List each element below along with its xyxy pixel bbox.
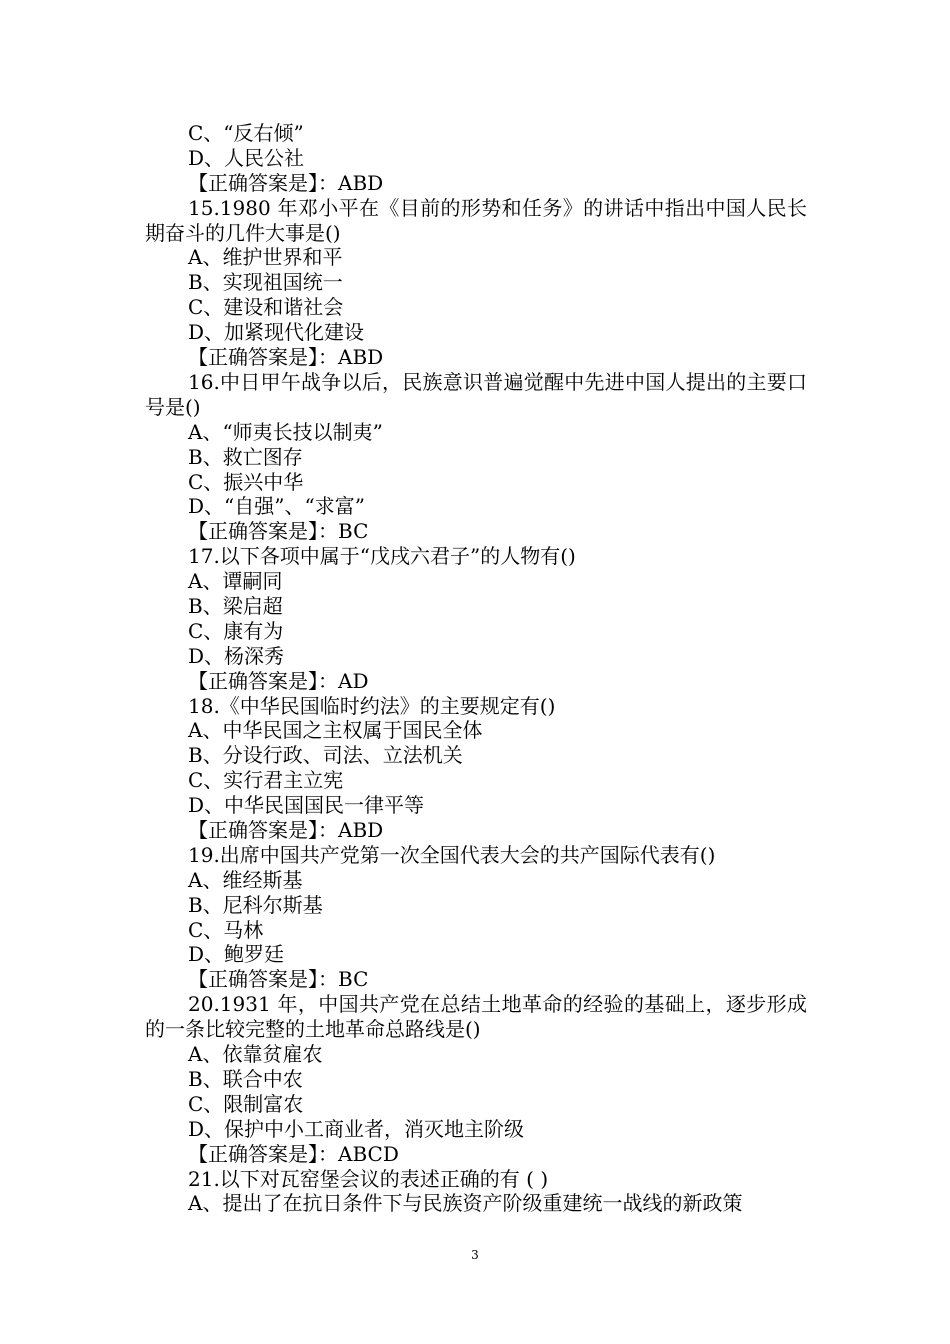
document-body <box>145 121 807 1216</box>
question-text: 17.以下各项中属于“戊戌六君子”的人物有() <box>188 544 576 569</box>
answer-option: C、“反右倾” <box>188 121 304 145</box>
answer-option: D、保护中小工商业者，消灭地主阶级 <box>188 1116 525 1141</box>
answer-option: D、“自强”、“求富” <box>188 494 365 519</box>
answer-option: B、尼科尔斯基 <box>188 892 323 917</box>
answer-option: B、实现祖国统一 <box>188 270 343 295</box>
answer-option: C、马林 <box>188 917 264 942</box>
page-number: 3 <box>471 1248 479 1262</box>
correct-answer: 【正确答案是】：ABCD <box>188 1141 399 1166</box>
correct-answer: 【正确答案是】：AD <box>188 668 369 693</box>
question-text: 15.1980 年邓小平在《目前的形势和任务》的讲话中指出中国人民长期奋斗的几件大事是() <box>145 195 807 245</box>
answer-option: D、杨深秀 <box>188 643 285 668</box>
answer-option: D、中华民国国民一律平等 <box>188 793 425 818</box>
answer-option: D、人民公社 <box>188 145 305 170</box>
answer-option: B、救亡图存 <box>188 444 303 469</box>
correct-answer: 【正确答案是】：ABD <box>188 345 384 370</box>
question-text: 18.《中华民国临时约法》的主要规定有() <box>188 693 556 718</box>
answer-option: A、提出了在抗日条件下与民族资产阶级重建统一战线的新政策 <box>188 1191 743 1216</box>
question-text: 16.中日甲午战争以后，民族意识普遍觉醒中先进中国人提出的主要口号是() <box>145 369 807 419</box>
answer-option: B、梁启超 <box>188 593 283 618</box>
answer-option: C、振兴中华 <box>188 469 304 494</box>
correct-answer: 【正确答案是】：ABD <box>188 818 384 842</box>
correct-answer: 【正确答案是】：ABD <box>188 170 384 195</box>
answer-option: B、分设行政、司法、立法机关 <box>188 743 463 768</box>
answer-option: A、“师夷长技以制夷” <box>188 419 383 444</box>
question-text: 19.出席中国共产党第一次全国代表大会的共产国际代表有() <box>188 842 716 867</box>
answer-option: A、中华民国之主权属于国民全体 <box>188 718 483 743</box>
question-text: 20.1931 年，中国共产党在总结土地革命的经验的基础上，逐步形成的一条比较完整的土地革命总路线是() <box>145 992 807 1042</box>
answer-option: D、加紧现代化建设 <box>188 320 365 345</box>
answer-option: B、联合中农 <box>188 1066 303 1091</box>
question-text: 21.以下对瓦窑堡会议的表述正确的有 ( ) <box>188 1166 549 1191</box>
answer-option: A、依靠贫雇农 <box>188 1042 323 1067</box>
answer-option: C、限制富农 <box>188 1091 304 1116</box>
answer-option: D、鲍罗廷 <box>188 942 285 967</box>
answer-option: A、维护世界和平 <box>188 245 343 270</box>
correct-answer: 【正确答案是】：BC <box>188 519 369 544</box>
answer-option: C、康有为 <box>188 618 284 643</box>
correct-answer: 【正确答案是】：BC <box>188 967 369 992</box>
answer-option: A、谭嗣同 <box>188 569 283 594</box>
answer-option: C、建设和谐社会 <box>188 295 344 320</box>
answer-option: C、实行君主立宪 <box>188 768 344 793</box>
answer-option: A、维经斯基 <box>188 867 303 892</box>
